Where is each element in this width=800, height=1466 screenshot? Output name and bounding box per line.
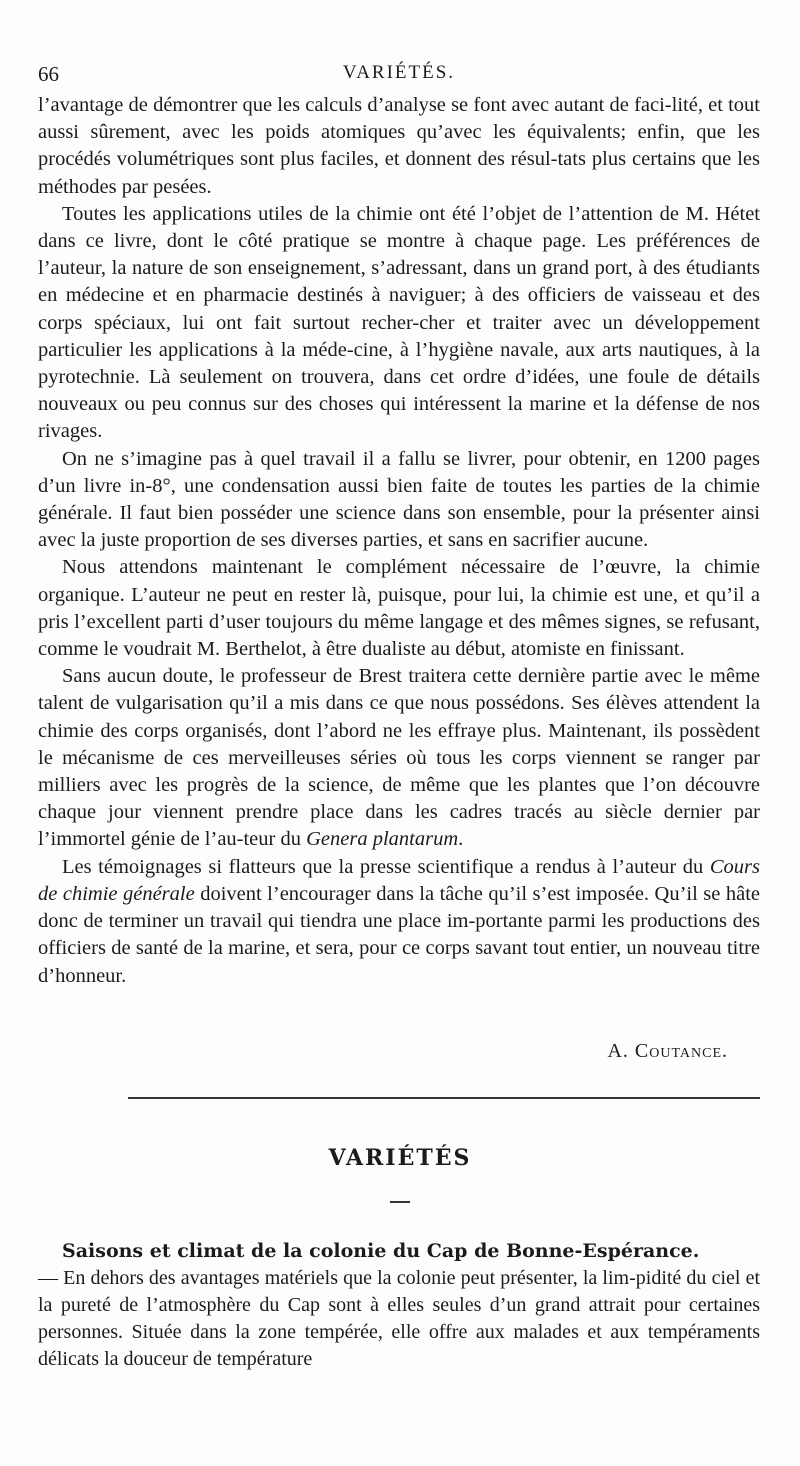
title-dash bbox=[390, 1201, 410, 1203]
section-divider bbox=[128, 1097, 760, 1099]
paragraph: Toutes les applications utiles de la chimie ont été l’objet de l’attention de M. Hétet dans ce livre, dont le côté pratique se montre à chaque page. Les préférences de l’auteur, la nature de son enseignement, s’adressant, dans un grand port, à des étudiants en médecine et en pharmacie destinés à naviguer; à des officiers de vaisseau et des corps spéciaux, lui ont fait surtout recher-cher et traiter avec un développement particulier les applications à la méde-cine, à l’hygiène navale, aux arts nautiques, à la pyrotechnie. Là seulement on trouvera, dans cet ordre d’idées, une foule de détails nouveaux ou peu connus sur des choses qui intéressent la marine et la défense de nos rivages. bbox=[38, 202, 760, 443]
paragraph: Sans aucun doute, le professeur de Brest traitera cette dernière partie avec le même talent de vulgarisation qu’il a mis dans ce que nous possédons. Ses élèves attendent la chimie des corps organisés, dont l’abord ne les effraye plus. Maintenant, ils possèdent le mécanisme de ces merveilleuses séries où tous les corps viennent se ranger par milliers avec les progrès de la science, de même que les plantes que l’on découvre chaque jour viennent prendre place dans les cadres tracés au siècle dernier par l’immortel génie de l’au-teur du Genera plantarum. bbox=[38, 665, 760, 851]
author-signature: A. Coutance. bbox=[607, 1040, 728, 1062]
book-title: Cours de chimie générale bbox=[38, 855, 760, 905]
article-title: Saisons et climat de la colonie du Cap de Bonne-Espérance. bbox=[62, 1240, 700, 1262]
paragraph-text: Les témoignages si flatteurs que la presse scientifique a rendus à l’auteur du bbox=[62, 855, 704, 878]
article bbox=[38, 1238, 760, 1373]
page-header bbox=[38, 62, 760, 92]
review-body bbox=[38, 92, 760, 990]
paragraph: On ne s’imagine pas à quel travail il a fallu se livrer, pour obtenir, en 1200 pages d’un livre in-8°, une condensation aussi bien faite de toutes les parties de la chimie générale. Il faut bien posséder une science dans son ensemble, pour la présenter ainsi avec la juste proportion de ses diverses parties, et sans en sacrifier aucune. bbox=[38, 447, 760, 552]
paragraph-text: Sans aucun doute, le professeur de Brest traitera cette dernière partie avec le même talent de vulgarisation qu’il a mis dans ce que nous possédons. Ses élèves attendent la chimie des corps organisés, dont l’abord ne les effraye plus. Maintenant, ils possèdent le mécanisme de ces merveilleuses séries où tous les corps viennent se ranger par milliers avec les progrès de la science, de même que les plantes que l’on découvre chaque jour viennent prendre place dans les cadres tracés au siècle dernier par l’immortel génie de l’au-teur du bbox=[38, 665, 760, 851]
section-title: VARIÉTÉS bbox=[328, 1145, 472, 1171]
paragraph: l’avantage de démontrer que les calculs d’analyse se font avec autant de faci-lité, et tout aussi sûrement, avec les poids atomiques qu’avec les équivalents; enfin, que les procédés volumétriques sont plus faciles, et donnent des résul-tats plus certains que les méthodes par pesées. bbox=[38, 94, 760, 198]
running-title: VARIÉTÉS. bbox=[342, 62, 456, 83]
paragraph bbox=[38, 854, 760, 990]
book-title: Genera plantarum bbox=[306, 828, 459, 851]
page-number: 66 bbox=[38, 62, 59, 86]
paragraph: Nous attendons maintenant le complément nécessaire de l’œuvre, la chimie organique. L’auteur ne peut en rester là, puisque, pour lui, la chimie est une, et qu’il a pris l’excellent parti d’user toujours du même langage et des mêmes signes, se refusant, comme le voudrait M. Berthelot, à être dualiste au début, atomiste en finissant. bbox=[38, 556, 760, 661]
article-text: — En dehors des avantages matériels que la colonie peut présenter, la lim-pidité du ciel et la pureté de l’atmosphère du Cap sont à elles seules d’un grand attrait pour certaines personnes. Située dans la zone tempérée, elle offre aux malades et aux tempéraments délicats la douceur de température bbox=[38, 1267, 760, 1370]
paragraph-text: doivent l’encourager dans la tâche qu’il s’est imposée. Qu’il se hâte donc de terminer un travail qui tiendra une place im-portante parmi les productions des officiers de santé de la marine, et sera, pour ce corps savant tout entier, un nouveau titre d’honneur. bbox=[38, 882, 761, 987]
